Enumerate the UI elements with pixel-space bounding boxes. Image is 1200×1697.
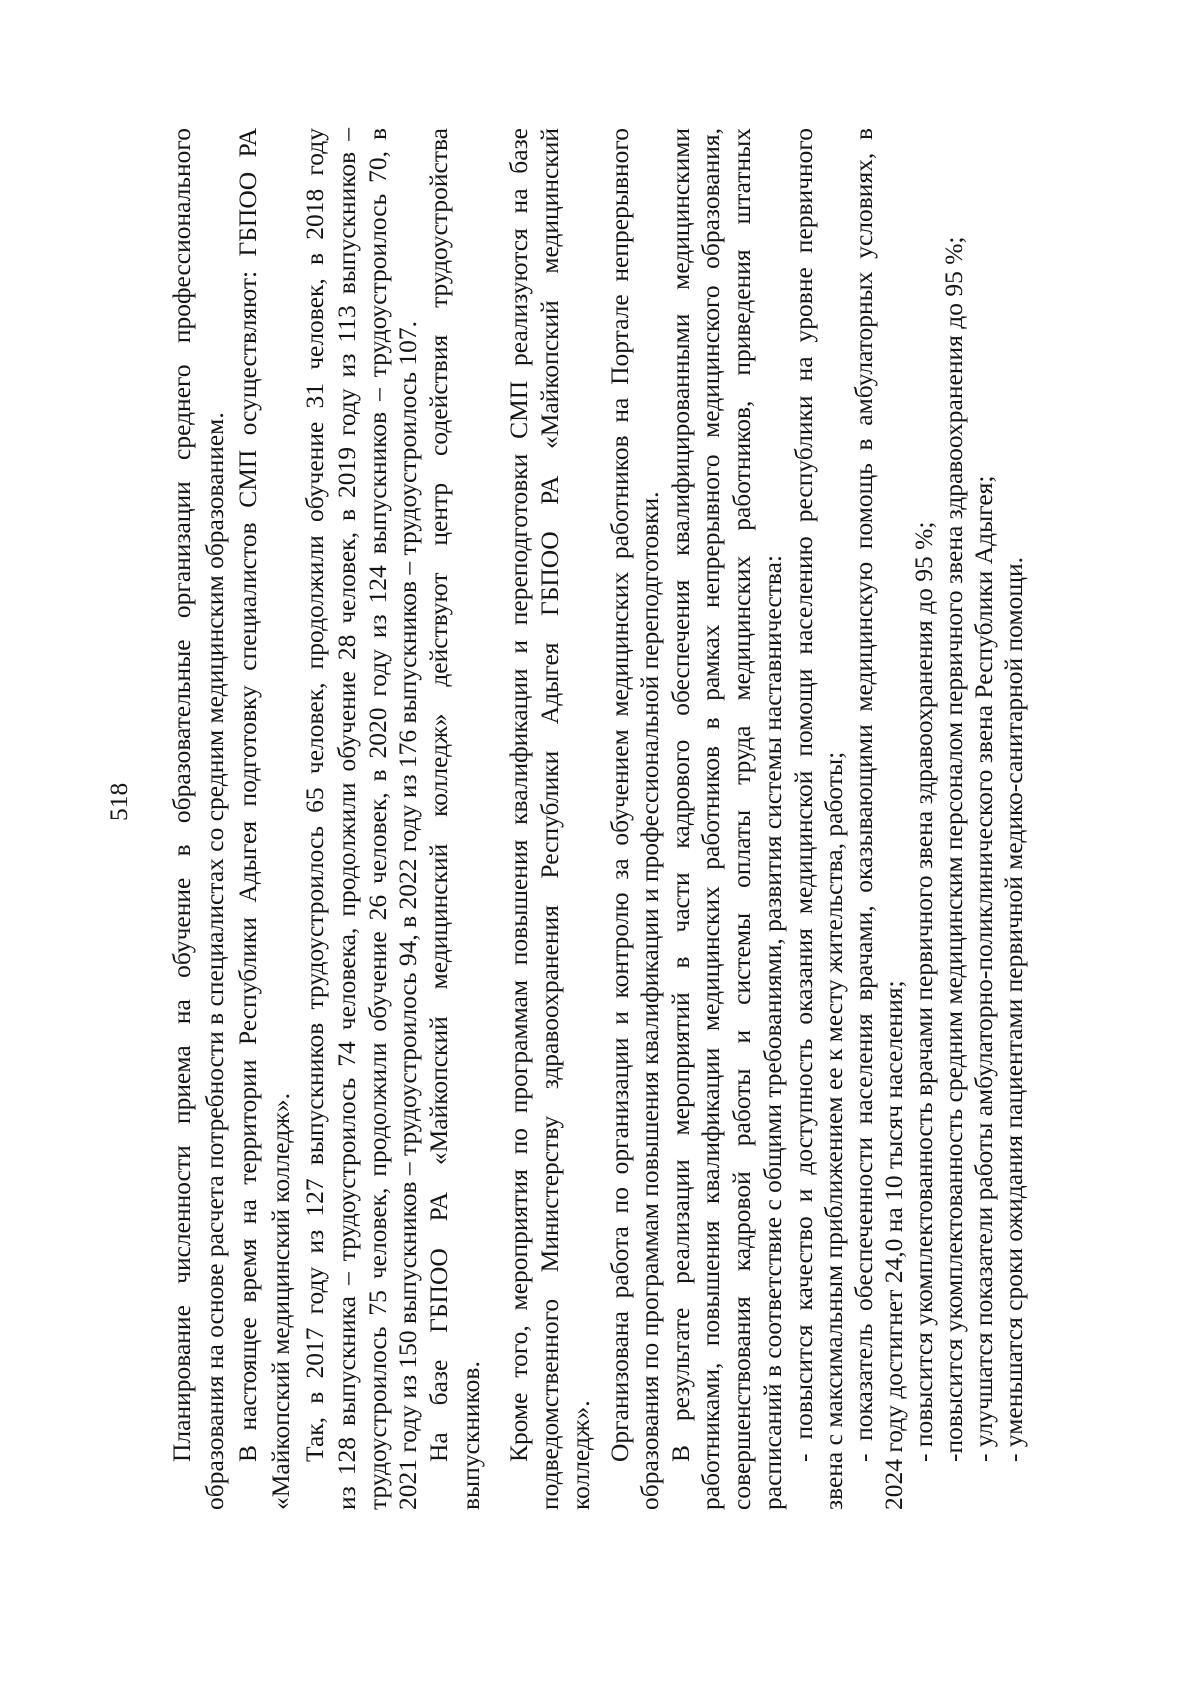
text-line: На базе ГБПОО РА «Майкопский медицинский колледж» действуют центр содействия трудоустройства	[424, 128, 453, 1462]
text-line: - улучшатся показатели работы амбулаторно-поликлинического звена Республики Адыгея;	[969, 475, 998, 1462]
text-line: - уменьшатся сроки ожидания пациентами первичной медико-санитарной помощи.	[999, 557, 1028, 1462]
text-line: - повысится качество и доступность оказания медицинской помощи населению республики на уровне первичного	[789, 128, 818, 1462]
text-line: из 128 выпускника – трудоустроилось 74 человека, продолжили обучение 28 человек, в 2019 году из 113 выпускников –	[332, 128, 361, 1510]
text-line: расписаний в соответствие с общими требованиями, развития системы наставничества:	[758, 554, 787, 1510]
text-line: - показатель обеспеченности населения врачами, оказывающими медицинскую помощь в амбулаторных условиях, в	[849, 128, 878, 1462]
text-line: трудоустроилось 75 человек, продолжили обучение 26 человек, в 2020 году из 124 выпускников – трудоустроилось 70, в	[363, 128, 392, 1510]
text-line: В результате реализации мероприятий в части кадрового обеспечения квалифицированными медицинскими	[666, 128, 695, 1462]
text-line: «Майкопский медицинский колледж».	[266, 1093, 295, 1510]
text-line: В настоящее время на территории Республики Адыгея подготовку специалистов СМП осуществляют: ГБПОО РА	[233, 128, 262, 1462]
text-line: работниками, повышения квалификации медицинских работников в рамках непрерывного медицинского образования,	[696, 128, 725, 1510]
text-line: звена с максимальным приближением ее к месту жительства, работы;	[819, 751, 848, 1510]
text-line: совершенствования кадровой работы и системы оплаты труда медицинских работников, приведения штатных	[727, 128, 756, 1510]
text-line: Организована работа по организации и контролю за обучением медицинских работников на Портале непрерывного	[605, 128, 634, 1462]
text-line: Кроме того, мероприятия по программам повышения квалификации и переподготовки СМП реализуются на базе	[504, 128, 533, 1462]
text-line: подведомственного Министерству здравоохранения Республики Адыгея ГБПОО РА «Майкопский медицинский	[535, 128, 564, 1510]
text-line: Планирование численности приема на обучение в образовательные организации среднего профессионального	[167, 128, 196, 1462]
text-line: образования на основе расчета потребности в специалистах со средним медицинским образованием.	[200, 412, 229, 1510]
page-number: 518	[104, 782, 133, 821]
text-line: 2021 году из 150 выпускников – трудоустроилось 94, в 2022 году из 176 выпускников – трудоустроилось 107.	[393, 321, 422, 1510]
text-line: колледж».	[566, 1400, 595, 1510]
text-line: - повысится укомплектованность врачами первичного звена здравоохранения до 95 %;	[909, 521, 938, 1462]
text-line: 2024 году достигнет 24,0 на 10 тысяч населения;	[879, 980, 908, 1510]
text-line: образования по программам повышения квалификации и профессиональной переподготовки.	[635, 491, 664, 1510]
text-line: Так, в 2017 году из 127 выпускников трудоустроилось 65 человек, продолжили обучение 31 человек, в 2018 году	[300, 128, 329, 1462]
text-line: выпускников.	[456, 1361, 485, 1510]
text-line: -повысится укомплектованность средним медицинским персоналом первичного звена здравоохранения до 95 %;	[939, 236, 968, 1462]
